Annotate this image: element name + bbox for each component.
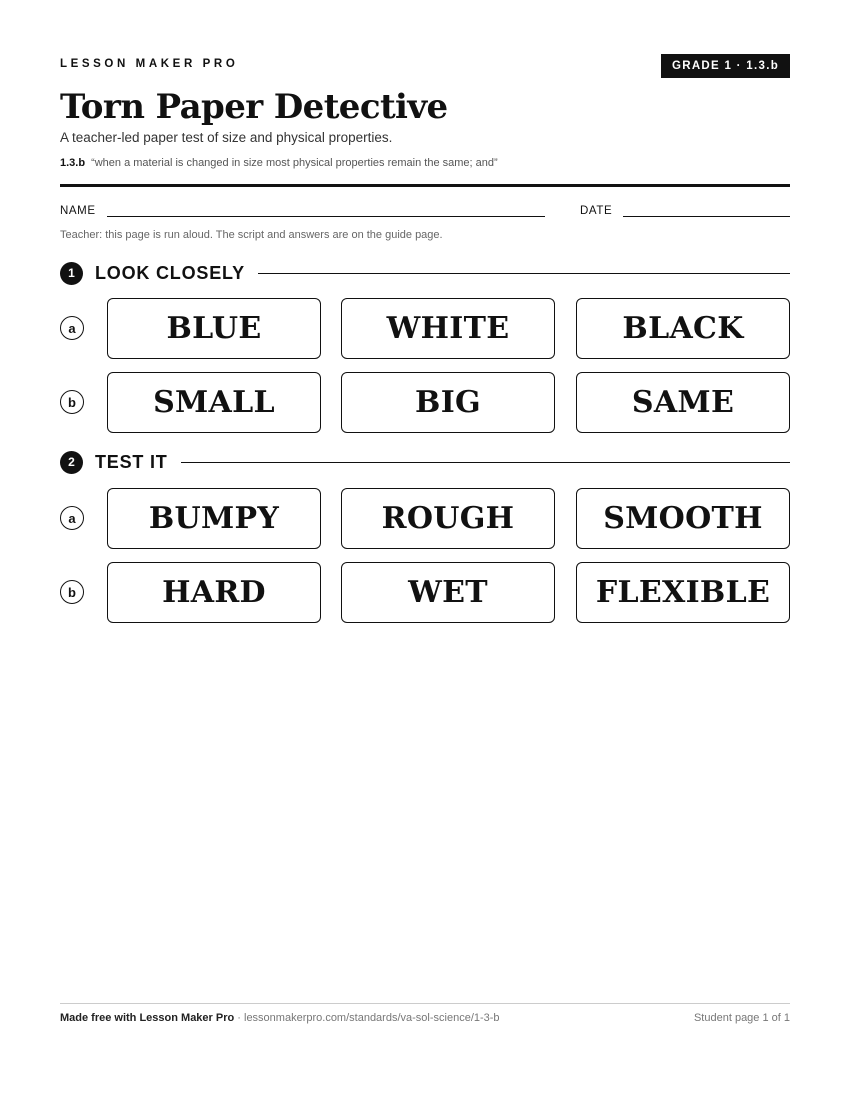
name-field[interactable]: [107, 216, 545, 217]
section-title: TEST IT: [95, 451, 168, 472]
date-label: DATE: [580, 205, 613, 217]
grade-badge: GRADE 1 · 1.3.b: [661, 54, 790, 78]
footer-url[interactable]: lessonmakerpro.com/standards/va-sol-science/1-3-b: [244, 1012, 500, 1024]
section-title: LOOK CLOSELY: [95, 262, 245, 283]
date-field[interactable]: [623, 216, 790, 217]
row-letter-badge: b: [60, 390, 84, 414]
name-label: NAME: [60, 205, 96, 217]
section-look-closely: [60, 261, 790, 285]
word-row-1a: [60, 298, 790, 360]
page-subtitle: A teacher-led paper test of size and physical properties.: [60, 130, 393, 145]
word-card[interactable]: BLACK: [576, 298, 790, 359]
standard-text: “when a material is changed in size most physical properties remain the same; and”: [91, 157, 498, 169]
brand-name: LESSON MAKER PRO: [60, 58, 239, 70]
section-number-badge: 2: [60, 451, 83, 474]
word-card[interactable]: FLEXIBLE: [576, 562, 790, 623]
page-title: Torn Paper Detective: [60, 87, 448, 127]
footer-made-with: Made free with Lesson Maker Pro: [60, 1012, 235, 1024]
word-card[interactable]: ROUGH: [341, 488, 555, 549]
footer-divider: [60, 1003, 790, 1004]
word-card[interactable]: BIG: [341, 372, 555, 433]
word-card[interactable]: SMALL: [107, 372, 321, 433]
row-letter-badge: a: [60, 316, 84, 340]
section-divider: [258, 273, 790, 274]
word-card[interactable]: WHITE: [341, 298, 555, 359]
word-card[interactable]: BUMPY: [107, 488, 321, 549]
section-divider: [181, 462, 790, 463]
section-number-badge: 1: [60, 262, 83, 285]
worksheet-page: [60, 0, 790, 1100]
standard-line: [60, 157, 498, 169]
word-card[interactable]: SMOOTH: [576, 488, 790, 549]
word-row-1b: [60, 372, 790, 434]
word-row-2a: [60, 488, 790, 550]
word-card[interactable]: SAME: [576, 372, 790, 433]
row-letter-badge: a: [60, 506, 84, 530]
header-divider: [60, 184, 790, 187]
section-test-it: [60, 450, 790, 474]
footer-credit: [60, 1012, 500, 1024]
word-card[interactable]: BLUE: [107, 298, 321, 359]
word-card[interactable]: HARD: [107, 562, 321, 623]
standard-code: 1.3.b: [60, 157, 86, 169]
row-letter-badge: b: [60, 580, 84, 604]
word-card[interactable]: WET: [341, 562, 555, 623]
word-row-2b: [60, 562, 790, 624]
footer-page-info: Student page 1 of 1: [693, 1012, 790, 1024]
teacher-note: Teacher: this page is run aloud. The script and answers are on the guide page.: [60, 229, 443, 241]
footer-separator: ·: [234, 1012, 244, 1024]
